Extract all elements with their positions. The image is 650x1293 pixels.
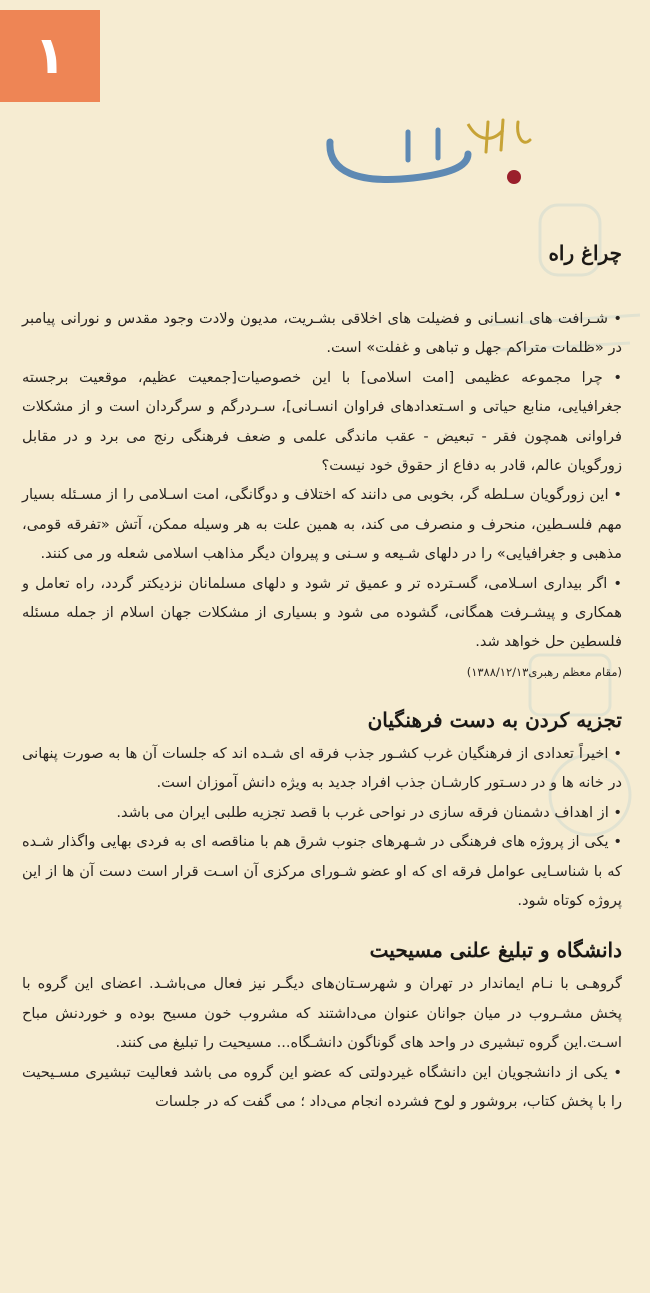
paragraph: • این زورگویان سـلطه گر، بخوبی می دانند که اختلاف و دوگانگی، امت اسـلامی را از مسـئله بسیار مهم فلسـطین، منحرف و منصرف می کند، به همین علت به هر وسیله ممکن، آتش «تفرقه قومی، مذهبی و جغرافیایی» را در دلهای شـیعه و سـنی و پیروان دیگر مذاهب اسلامی شعله ور می کنند.	[22, 486, 622, 563]
paragraph: گروهـی با نـام ایماندار در تهران و شهرسـتان‌های دیگـر نیز فعال می‌باشـد. اعضای این گروه با پخش مشـروب در میان جوانان عنوان می‌داشتند که مشروب خون مسیح بوده و خوردنش مباح اسـت.این گروه تبشیری در واحد های گوناگون دانشـگاه... مسیحیت را تبلیغ می کنند.	[22, 975, 622, 1052]
page-number-tab: ۱	[0, 10, 100, 102]
quote-source: (مقام معظم رهبری۱۳۸۸/۱۲/۱۳)	[466, 664, 622, 679]
paragraph: • از اهداف دشمنان فرقه سازی در نواحی غرب با قصد تجزیه طلبی ایران می باشد.	[116, 803, 622, 821]
section-title-cheragh-rah: چراغ راه	[548, 241, 622, 265]
paragraph: • اخیراً تعدادی از فرهنگیان غرب کشـور جذب فرقه ای شـده اند که جلسات آن ها به صورت پنهانی در خانه ها و در دسـتور کارشـان جذب افراد جدید به ویژه دانش آموزان است.	[22, 744, 622, 792]
paragraph: • یکی از پروژه های فرهنگی در شـهرهای جنوب شرق هم با مناقصه ای به فردی بهایی واگذار شـده که با شناسـایی عوامل فرقه ای که او عضو شـورای مرکزی آن اسـت قرار است دست آن ها از این پروژه کوتاه شود.	[22, 833, 622, 909]
paragraph: • شـرافت های انسـانی و فضیلت های اخلاقی بشـریت، مدیون ولادت وجود مقدس و نورانی پیامبر در «ظلمات متراکم جهل و تباهی و غفلت» است.	[22, 310, 622, 357]
section-title-daneshgah: دانشگاه و تبلیغ علنی مسیحیت	[369, 938, 622, 963]
article-body	[22, 238, 622, 1116]
section-title-tajzieh: تجزیه کردن به دست فرهنگیان	[367, 707, 622, 732]
paragraph: • یکی از دانشجویان این دانشگاه غیردولتی که عضو این گروه می باشد فعالیت تبشیری مسـیحیت را با پخش کتاب، بروشور و لوح فشرده انجام می‌داد ؛ می گفت که در جلسات	[22, 1063, 622, 1110]
paragraph: • چرا مجموعه عظیمی [امت اسلامی] با این خصوصیات[جمعیت عظیم، موقعیت برجسته جغرافیایی، منابع حیاتی و اسـتعدادهای فراوان انسـانی]، سـردرگم و سرگردان است و از مشکلات فراوانی همچون فقر - تبعیض - عقب ماندگی علمی و ضعف فرهنگی رنج می برد و در مقابل زورگویان عالم، قادر به دفاع از حقوق خود نیست؟	[22, 368, 622, 475]
bismillah-calligraphy-icon	[318, 112, 538, 197]
paragraph: • اگر بیداری اسـلامی، گسـترده تر و عمیق تر شود و دلهای مسلمانان نزدیکتر گردد، راه تعامل و همکاری و پیشـرفت همگانی، گشوده می شود و بسیاری از مشکلات جهان اسلام از جمله مسئله فلسطین حل خواهد شد.	[22, 574, 622, 651]
